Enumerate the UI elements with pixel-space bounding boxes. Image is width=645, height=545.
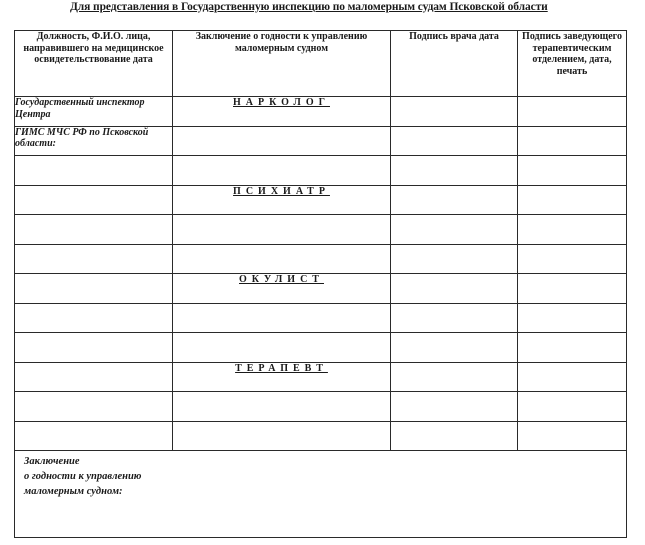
table-row <box>15 362 627 392</box>
table-row <box>15 392 627 422</box>
cell-head-signature[interactable] <box>518 185 627 215</box>
cell-signature[interactable] <box>391 97 518 127</box>
cell-position[interactable] <box>15 274 173 304</box>
table-row <box>15 156 627 186</box>
specialist-psikhiatr: ПСИХИАТР <box>173 185 391 215</box>
cell-signature[interactable] <box>391 392 518 422</box>
cell-conclusion[interactable] <box>173 392 391 422</box>
cell-position[interactable] <box>15 156 173 186</box>
cell-head-signature[interactable] <box>518 97 627 127</box>
cell-conclusion[interactable] <box>173 215 391 245</box>
cell-signature[interactable] <box>391 362 518 392</box>
specialist-narkolog: НАРКОЛОГ <box>173 97 391 127</box>
cell-head-signature[interactable] <box>518 274 627 304</box>
cell-head-signature[interactable] <box>518 303 627 333</box>
table-row <box>15 185 627 215</box>
cell-position[interactable] <box>15 362 173 392</box>
cell-signature[interactable] <box>391 215 518 245</box>
cell-head-signature[interactable] <box>518 215 627 245</box>
cell-conclusion[interactable] <box>173 156 391 186</box>
cell-signature[interactable] <box>391 421 518 451</box>
cell-signature[interactable] <box>391 333 518 363</box>
table-row <box>15 97 627 127</box>
cell-head-signature[interactable] <box>518 421 627 451</box>
cell-position[interactable] <box>15 392 173 422</box>
cell-head-signature[interactable] <box>518 362 627 392</box>
cell-conclusion[interactable] <box>173 421 391 451</box>
cell-head-signature[interactable] <box>518 392 627 422</box>
cell-head-signature[interactable] <box>518 333 627 363</box>
conclusion-cell[interactable] <box>15 451 627 538</box>
table-row <box>15 333 627 363</box>
header-row <box>15 31 627 97</box>
conclusion-label: Заключение о годности к управлению маломерным судном: <box>24 456 142 497</box>
table-row <box>15 303 627 333</box>
header-position-fio: Должность, Ф.И.О. лица, направившего на медицинское освидетельствование дата <box>15 31 173 97</box>
cell-head-signature[interactable] <box>518 156 627 186</box>
cell-signature[interactable] <box>391 274 518 304</box>
cell-head-signature[interactable] <box>518 244 627 274</box>
cell-conclusion[interactable] <box>173 126 391 156</box>
specialist-okulist: ОКУЛИСТ <box>173 274 391 304</box>
cell-position[interactable] <box>15 185 173 215</box>
cell-conclusion[interactable] <box>173 303 391 333</box>
cell-signature[interactable] <box>391 126 518 156</box>
table-row <box>15 421 627 451</box>
cell-signature[interactable] <box>391 185 518 215</box>
table-row <box>15 274 627 304</box>
medical-form-table <box>14 30 627 538</box>
specialist-terapevt: ТЕРАПЕВТ <box>173 362 391 392</box>
header-head-signature: Подпись заведующего терапевтическим отделением, дата, печать <box>518 31 627 97</box>
cell-position[interactable] <box>15 244 173 274</box>
table-row <box>15 244 627 274</box>
cell-conclusion[interactable] <box>173 244 391 274</box>
cell-signature[interactable] <box>391 303 518 333</box>
table-row <box>15 215 627 245</box>
document-title: Для представления в Государственную инспекцию по маломерным судам Псковской области <box>70 1 548 13</box>
cell-position[interactable] <box>15 333 173 363</box>
header-fitness-conclusion: Заключение о годности к управлению маломерным судном <box>173 31 391 97</box>
cell-position[interactable] <box>15 421 173 451</box>
table-row <box>15 126 627 156</box>
inspector-line-1: Государственный инспектор Центра <box>15 97 173 127</box>
inspector-line-2: ГИМС МЧС РФ по Псковской области: <box>15 126 173 156</box>
cell-position[interactable] <box>15 303 173 333</box>
conclusion-row <box>15 451 627 538</box>
cell-signature[interactable] <box>391 244 518 274</box>
header-doctor-signature: Подпись врача дата <box>391 31 518 97</box>
cell-position[interactable] <box>15 215 173 245</box>
cell-signature[interactable] <box>391 156 518 186</box>
cell-head-signature[interactable] <box>518 126 627 156</box>
cell-conclusion[interactable] <box>173 333 391 363</box>
